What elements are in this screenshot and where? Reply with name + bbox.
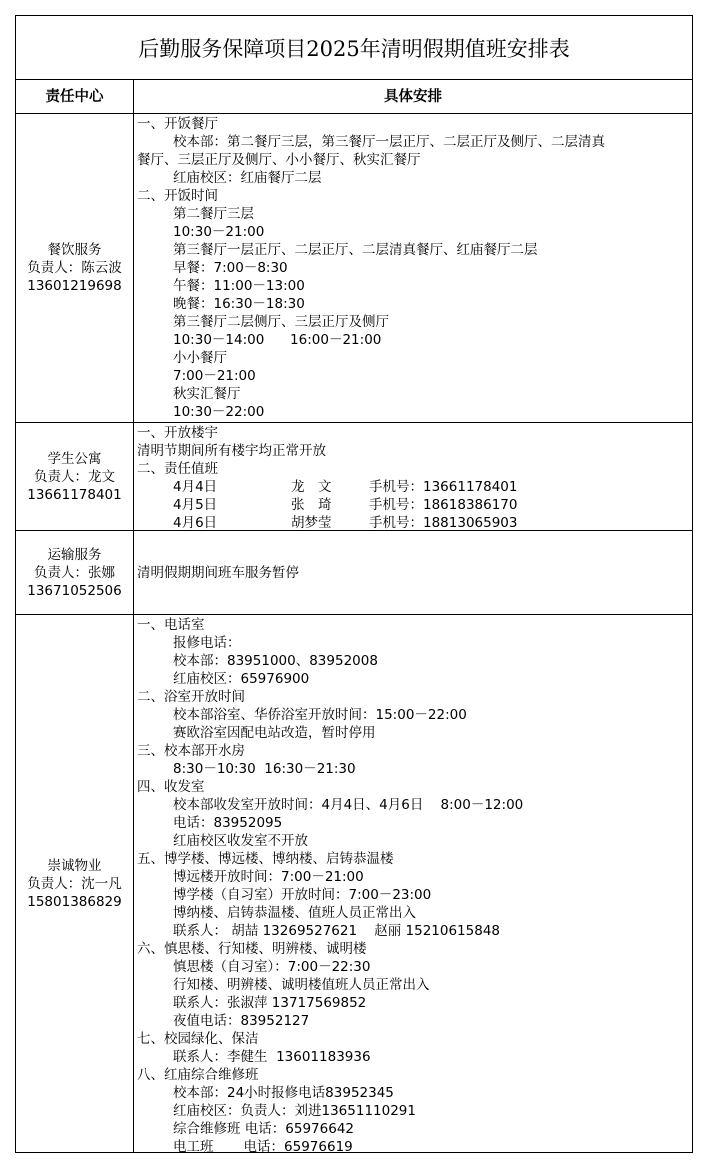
arrangement-line: 第三餐厅二层侧厅、三层正厅及侧厅 xyxy=(173,314,389,330)
arrangement-line: 秋实汇餐厅 xyxy=(173,386,241,402)
duty-name: 张 琦 xyxy=(291,497,332,513)
duty-name: 胡梦莹 xyxy=(291,515,332,531)
table-title: 后勤服务保障项目2025年清明假期值班安排表 xyxy=(16,16,692,80)
arrangement-line: 红庙校区：负责人：刘进13651110291 xyxy=(173,1103,416,1119)
duty-row xyxy=(137,496,692,514)
center-owner: 负责人：龙文 xyxy=(34,468,115,485)
arrangement-line: 博学楼（自习室）开放时间：7:00－23:00 xyxy=(173,887,432,903)
arrangement-line: 红庙校区收发室不开放 xyxy=(173,833,308,849)
arrangement-line: 校本部收发室开放时间：4月4日、4月6日 8:00－12:00 xyxy=(173,797,524,813)
header-responsibility-center: 责任中心 xyxy=(16,80,134,113)
duty-row xyxy=(137,478,692,496)
arrangement-line: 联系人：张淑萍 13717569852 xyxy=(173,995,367,1011)
duty-phone: 手机号：13661178401 xyxy=(369,479,518,495)
arrangement-line: 四、收发室 xyxy=(137,779,205,795)
arrangement-property xyxy=(134,615,692,1155)
arrangement-line: 电工班 电话：65976619 xyxy=(173,1139,353,1155)
arrangement-line: 联系人： 胡喆 13269527621 赵丽 15210615848 xyxy=(173,923,500,939)
arrangement-line: 红庙校区：红庙餐厅二层 xyxy=(173,170,322,186)
arrangement-line: 小小餐厅 xyxy=(173,350,227,366)
arrangement-line: 一、电话室 xyxy=(137,617,205,633)
duty-row xyxy=(137,514,692,532)
row-transport xyxy=(16,531,692,615)
arrangement-line: 博远楼开放时间：7:00－21:00 xyxy=(173,869,364,885)
duty-date: 4月6日 xyxy=(173,515,218,531)
arrangement-line: 校本部：第二餐厅三层，第三餐厅一层正厅、二层正厅及侧厅、二层清真 xyxy=(173,134,605,150)
arrangement-line: 赛欧浴室因配电站改造，暂时停用 xyxy=(173,725,376,741)
center-dormitory xyxy=(16,423,134,530)
arrangement-line: 一、开饭餐厅 xyxy=(137,116,218,132)
arrangement-transport xyxy=(134,531,692,614)
duty-list xyxy=(137,478,692,532)
center-name: 运输服务 xyxy=(47,546,102,563)
arrangement-catering xyxy=(134,114,692,422)
arrangement-line: 七、校园绿化、保洁 xyxy=(137,1031,259,1047)
arrangement-line: 清明节期间所有楼宇均正常开放 xyxy=(137,443,326,459)
arrangement-line: 综合维修班 电话：65976642 xyxy=(173,1121,355,1137)
arrangement-line: 六、慎思楼、行知楼、明辨楼、诚明楼 xyxy=(137,941,367,957)
header-arrangement: 具体安排 xyxy=(384,88,442,105)
arrangement-line: 清明假期期间班车服务暂停 xyxy=(137,564,299,581)
arrangement-line: 校本部浴室、华侨浴室开放时间：15:00－22:00 xyxy=(173,707,467,723)
arrangement-line: 10:30－14:00 16:00－21:00 xyxy=(173,332,382,348)
arrangement-line: 行知楼、明辨楼、诚明楼值班人员正常出入 xyxy=(173,977,430,993)
arrangement-line: 10:30－21:00 xyxy=(173,224,265,240)
center-name: 崇诚物业 xyxy=(47,857,102,874)
arrangement-line: 早餐：7:00－8:30 xyxy=(173,260,288,276)
row-property xyxy=(16,615,692,1155)
arrangement-line: 红庙校区：65976900 xyxy=(173,671,310,687)
arrangement-line: 8:30－10:30 16:30－21:30 xyxy=(173,761,356,777)
arrangement-line: 二、浴室开放时间 xyxy=(137,689,245,705)
center-property xyxy=(16,615,134,1152)
arrangement-line: 校本部：24小时报修电话83952345 xyxy=(173,1085,394,1101)
center-name: 餐饮服务 xyxy=(47,242,102,258)
arrangement-line: 联系人：李健生 13601183936 xyxy=(173,1049,371,1065)
arrangement-line: 一、开放楼宇 xyxy=(137,425,218,441)
arrangement-line: 7:00－21:00 xyxy=(173,368,256,384)
row-dormitory xyxy=(16,423,692,531)
duty-phone: 手机号：18618386170 xyxy=(369,497,518,513)
arrangement-line: 三、校本部开水房 xyxy=(137,743,245,759)
arrangement-dormitory xyxy=(134,423,692,530)
arrangement-line: 10:30－22:00 xyxy=(173,404,265,420)
center-phone: 15801386829 xyxy=(27,893,122,910)
arrangement-line: 报修电话： xyxy=(173,635,241,651)
center-catering xyxy=(16,114,134,422)
center-owner: 负责人：沈一凡 xyxy=(27,875,122,892)
center-transport xyxy=(16,531,134,614)
duty-phone: 手机号：18813065903 xyxy=(369,515,518,531)
arrangement-line: 二、开饭时间 xyxy=(137,188,218,204)
center-name: 学生公寓 xyxy=(47,450,102,467)
arrangement-line: 慎思楼（自习室）：7:00－22:30 xyxy=(173,959,371,975)
arrangement-line: 博纳楼、启铸恭温楼、值班人员正常出入 xyxy=(173,905,416,921)
center-phone: 13671052506 xyxy=(27,582,122,599)
arrangement-line: 晚餐：16:30－18:30 xyxy=(173,296,305,312)
duty-date: 4月5日 xyxy=(173,497,218,513)
schedule-table xyxy=(15,15,693,1153)
center-owner: 负责人：陈云波 xyxy=(27,260,122,276)
arrangement-line: 第二餐厅三层 xyxy=(173,206,254,222)
header-row xyxy=(16,80,692,114)
arrangement-line: 八、红庙综合维修班 xyxy=(137,1067,259,1083)
row-catering xyxy=(16,114,692,423)
duty-name: 龙 文 xyxy=(291,479,332,495)
arrangement-line: 午餐：11:00－13:00 xyxy=(173,278,305,294)
arrangement-line: 电话：83952095 xyxy=(173,815,283,831)
center-owner: 负责人：张娜 xyxy=(34,564,115,581)
arrangement-line: 餐厅、三层正厅及侧厅、小小餐厅、秋实汇餐厅 xyxy=(137,152,421,168)
center-phone: 13661178401 xyxy=(27,486,122,503)
center-phone: 13601219698 xyxy=(27,278,122,294)
arrangement-line: 第三餐厅一层正厅、二层正厅、二层清真餐厅、红庙餐厅二层 xyxy=(173,242,538,258)
arrangement-line: 夜值电话：83952127 xyxy=(173,1013,310,1029)
duty-date: 4月4日 xyxy=(173,479,218,495)
arrangement-line: 校本部：83951000、83952008 xyxy=(173,653,378,669)
arrangement-line: 五、博学楼、博远楼、博纳楼、启铸恭温楼 xyxy=(137,851,394,867)
arrangement-line: 二、责任值班 xyxy=(137,461,218,477)
